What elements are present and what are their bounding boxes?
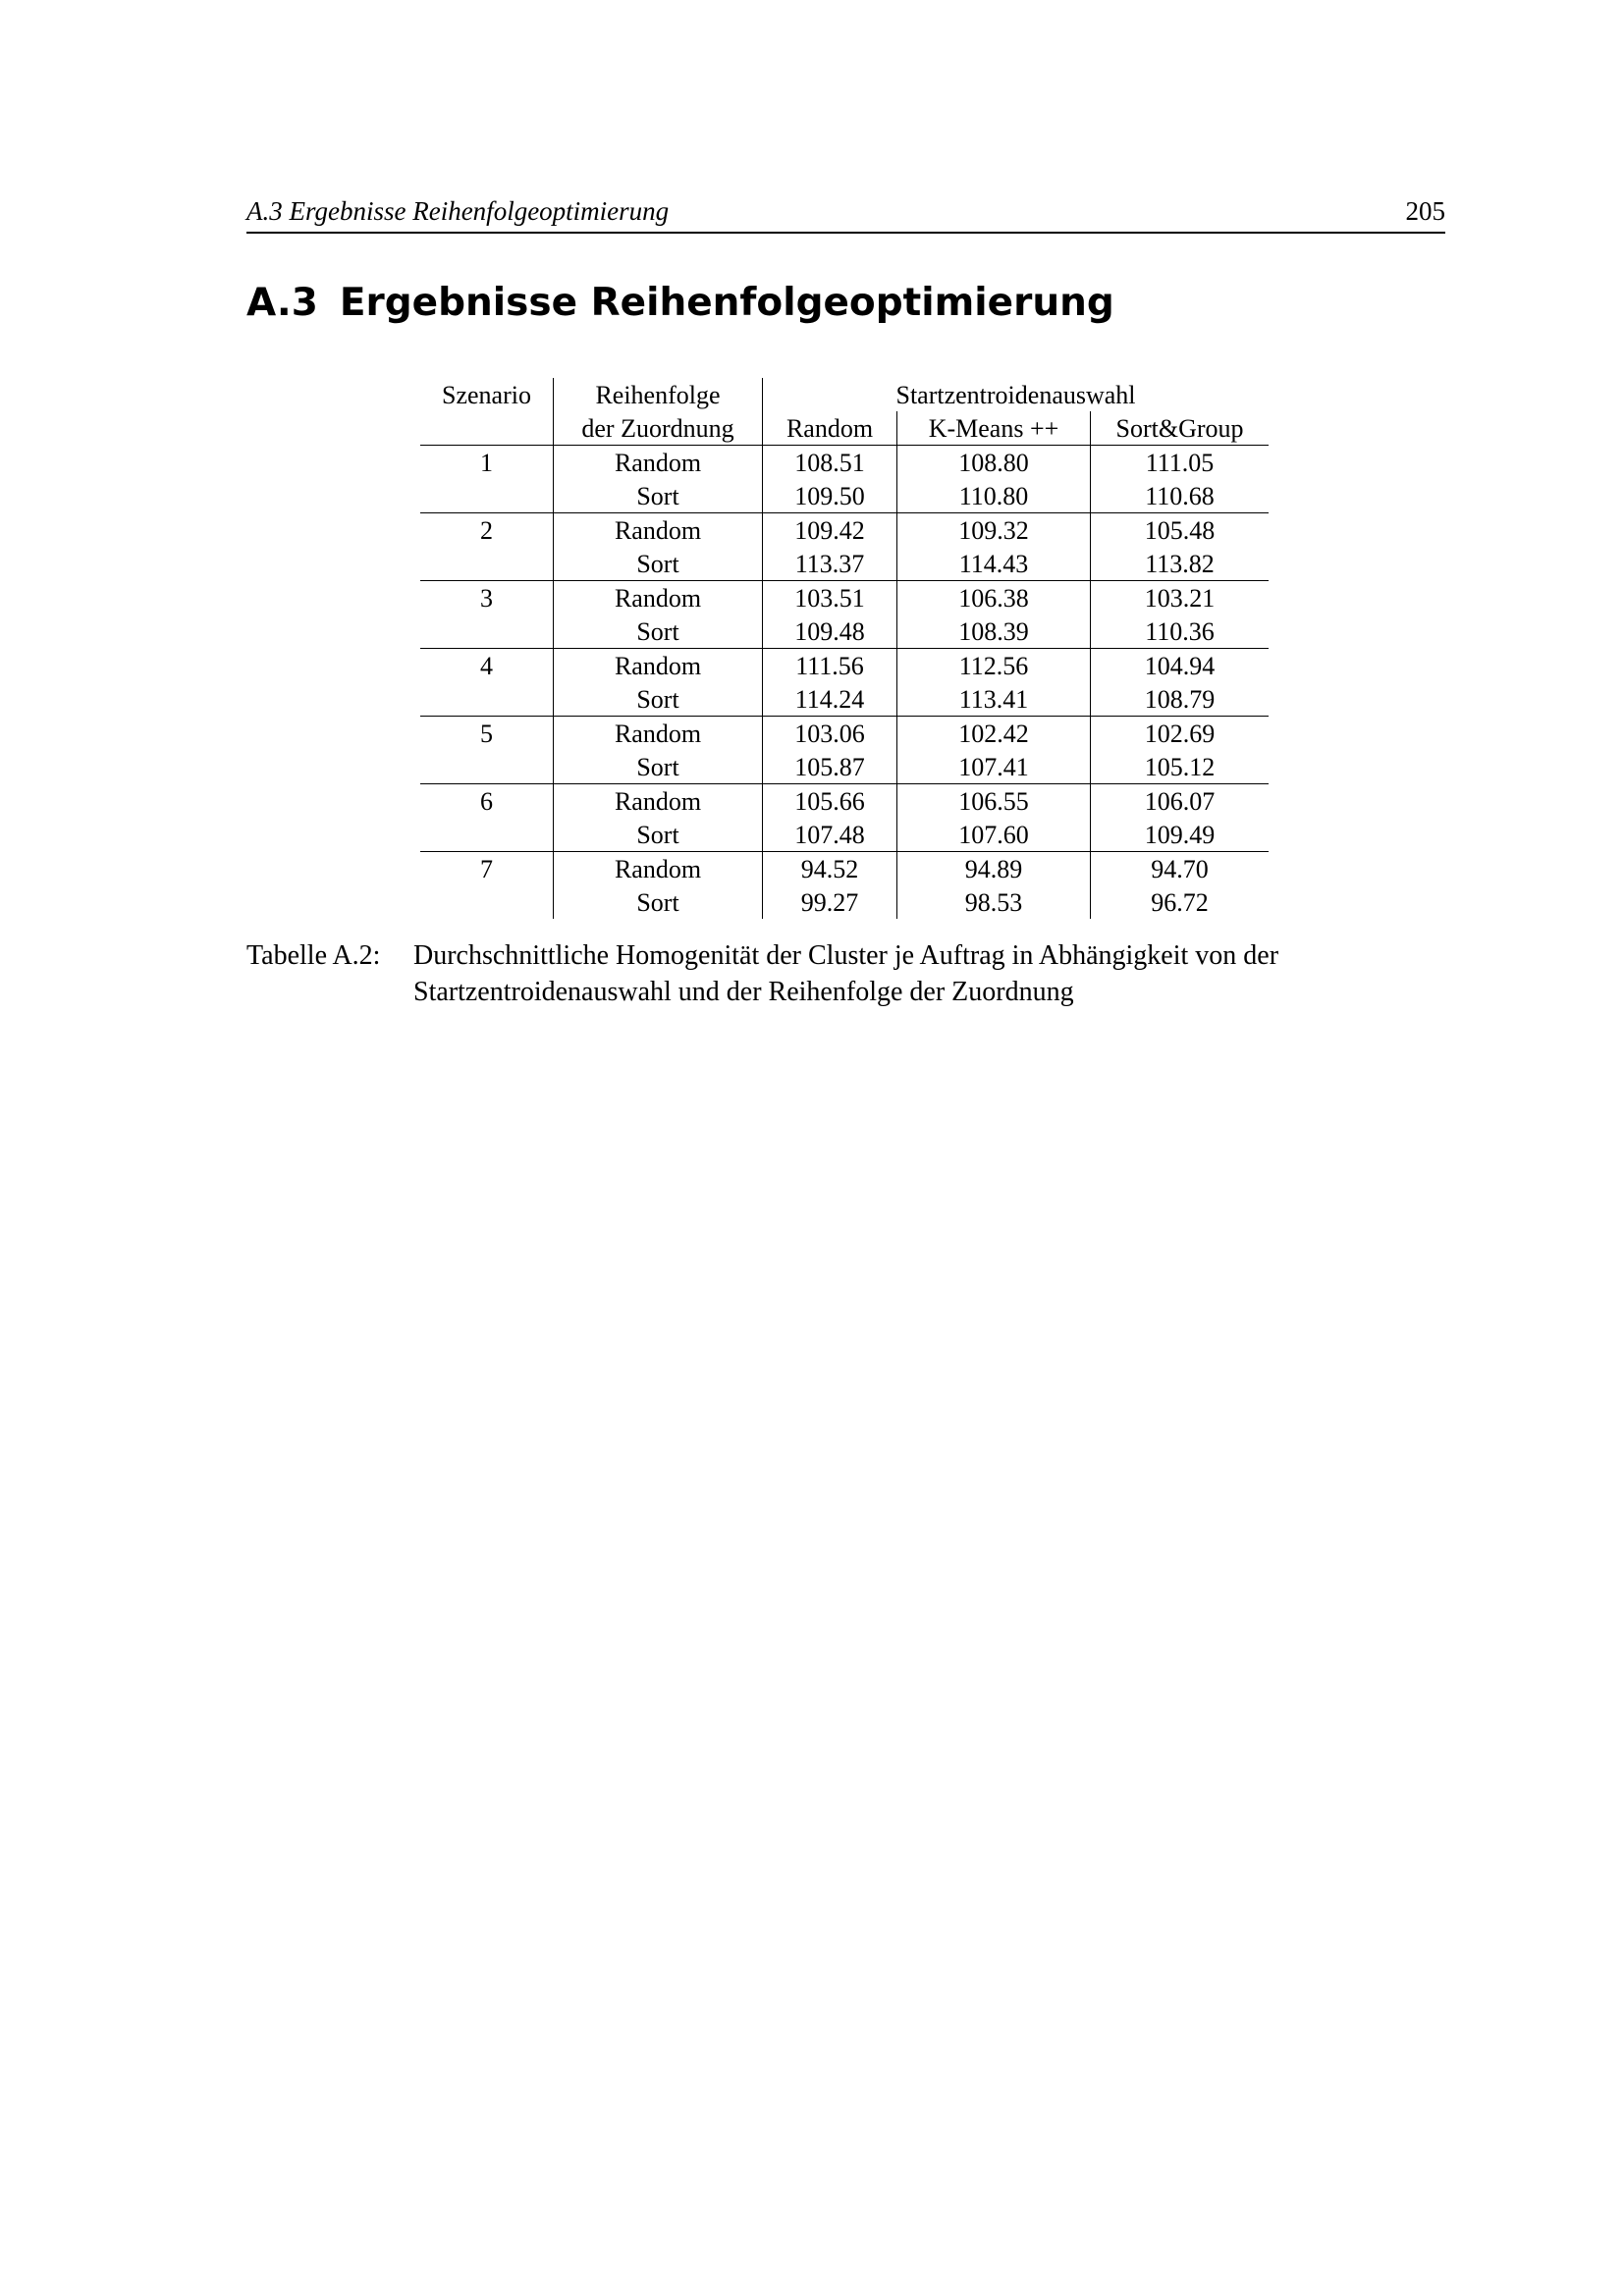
table-row <box>420 682 1269 717</box>
cell-szenario <box>420 885 554 919</box>
table-row <box>420 547 1269 581</box>
cell-kmeans: 108.39 <box>897 614 1091 649</box>
section-number: A.3 <box>246 281 318 325</box>
table-row <box>420 479 1269 513</box>
cell-kmeans: 94.89 <box>897 852 1091 886</box>
table-row <box>420 614 1269 649</box>
cell-szenario: 6 <box>420 784 554 819</box>
cell-kmeans: 106.38 <box>897 581 1091 615</box>
cell-sortgroup: 108.79 <box>1144 684 1216 714</box>
header-col-random: Random <box>763 411 897 446</box>
cell-order: Sort <box>554 479 763 513</box>
cell-random: 94.52 <box>763 852 897 886</box>
cell-szenario <box>420 479 554 513</box>
cell-random: 109.42 <box>763 513 897 548</box>
cell-kmeans: 110.80 <box>897 479 1091 513</box>
cell-sortgroup: 104.94 <box>1091 649 1270 683</box>
table-row <box>420 446 1269 480</box>
table-row <box>420 581 1269 615</box>
cell-sortgroup: 110.36 <box>1145 616 1215 646</box>
header-szenario-blank <box>420 411 554 446</box>
cell-sortgroup: 110.68 <box>1145 481 1215 510</box>
cell-kmeans: 108.80 <box>897 446 1091 480</box>
cell-order: Sort <box>554 885 763 919</box>
page-number: 205 <box>1405 196 1445 226</box>
cell-random: 107.48 <box>763 818 897 852</box>
cell-order: Random <box>554 513 763 548</box>
cell-order: Random <box>554 852 763 886</box>
cell-order: Random <box>554 581 763 615</box>
cell-order: Random <box>554 446 763 480</box>
header-col-kmeans: K-Means ++ <box>897 411 1091 446</box>
cell-kmeans: 112.56 <box>897 649 1091 683</box>
running-header-title: A.3 Ergebnisse Reihenfolgeoptimierung <box>246 196 670 226</box>
cell-szenario: 5 <box>420 717 554 751</box>
table-row <box>420 649 1269 683</box>
cell-szenario: 2 <box>420 513 554 548</box>
caption-label: Tabelle A.2: <box>246 940 381 971</box>
cell-szenario <box>420 682 554 717</box>
header-startzentroidenauswahl: Startzentroidenauswahl <box>895 380 1136 409</box>
cell-szenario <box>420 818 554 852</box>
cell-random: 103.06 <box>763 717 897 751</box>
cell-random: 105.66 <box>763 784 897 819</box>
table-row <box>420 717 1269 751</box>
cell-kmeans: 98.53 <box>897 885 1091 919</box>
cell-kmeans: 109.32 <box>897 513 1091 548</box>
cell-order: Sort <box>554 818 763 852</box>
cell-kmeans: 107.60 <box>897 818 1091 852</box>
cell-sortgroup: 94.70 <box>1091 852 1270 886</box>
cell-kmeans: 113.41 <box>897 682 1091 717</box>
cell-sortgroup: 111.05 <box>1091 446 1270 480</box>
cell-sortgroup: 103.21 <box>1091 581 1270 615</box>
cell-order: Sort <box>554 682 763 717</box>
cell-sortgroup: 96.72 <box>1151 887 1209 917</box>
cell-random: 103.51 <box>763 581 897 615</box>
cell-random: 99.27 <box>763 885 897 919</box>
caption-text: Durchschnittliche Homogenität der Cluster je Auftrag in Abhängigkeit von der Startzentroidenauswahl und der Reihenfolge der Zuordnung <box>413 940 1279 1007</box>
cell-kmeans: 114.43 <box>897 547 1091 581</box>
table-row <box>420 818 1269 852</box>
cell-szenario: 7 <box>420 852 554 886</box>
cell-random: 108.51 <box>763 446 897 480</box>
section-title: Ergebnisse Reihenfolgeoptimierung <box>339 281 1114 325</box>
cell-szenario <box>420 614 554 649</box>
cell-szenario: 3 <box>420 581 554 615</box>
cell-random: 114.24 <box>763 682 897 717</box>
running-header <box>246 192 1445 234</box>
cell-szenario: 1 <box>420 446 554 480</box>
header-col-sortgroup: Sort&Group <box>1091 411 1270 446</box>
cell-random: 113.37 <box>763 547 897 581</box>
cell-sortgroup: 106.07 <box>1091 784 1270 819</box>
cell-szenario: 4 <box>420 649 554 683</box>
table-row <box>420 885 1269 919</box>
cell-order: Random <box>554 784 763 819</box>
cell-sortgroup: 105.12 <box>1144 752 1216 781</box>
cell-order: Sort <box>554 547 763 581</box>
header-reihenfolge-line1: Reihenfolge <box>554 378 763 411</box>
cell-random: 109.48 <box>763 614 897 649</box>
cell-order: Random <box>554 717 763 751</box>
cell-order: Random <box>554 649 763 683</box>
cell-sortgroup: 109.49 <box>1144 820 1216 849</box>
table-row <box>420 852 1269 886</box>
cell-order: Sort <box>554 614 763 649</box>
cell-kmeans: 102.42 <box>897 717 1091 751</box>
section-heading <box>246 281 1114 325</box>
cell-szenario <box>420 750 554 784</box>
table-row <box>420 750 1269 784</box>
cell-kmeans: 107.41 <box>897 750 1091 784</box>
results-table <box>420 378 1269 919</box>
cell-random: 111.56 <box>763 649 897 683</box>
cell-sortgroup: 102.69 <box>1091 717 1270 751</box>
cell-order: Sort <box>554 750 763 784</box>
table-row <box>420 784 1269 819</box>
cell-sortgroup: 105.48 <box>1091 513 1270 548</box>
cell-random: 105.87 <box>763 750 897 784</box>
header-reihenfolge-line2: der Zuordnung <box>554 411 763 446</box>
table-row <box>420 513 1269 548</box>
cell-random: 109.50 <box>763 479 897 513</box>
header-szenario: Szenario <box>420 378 554 411</box>
cell-szenario <box>420 547 554 581</box>
cell-kmeans: 106.55 <box>897 784 1091 819</box>
cell-sortgroup: 113.82 <box>1145 549 1215 578</box>
